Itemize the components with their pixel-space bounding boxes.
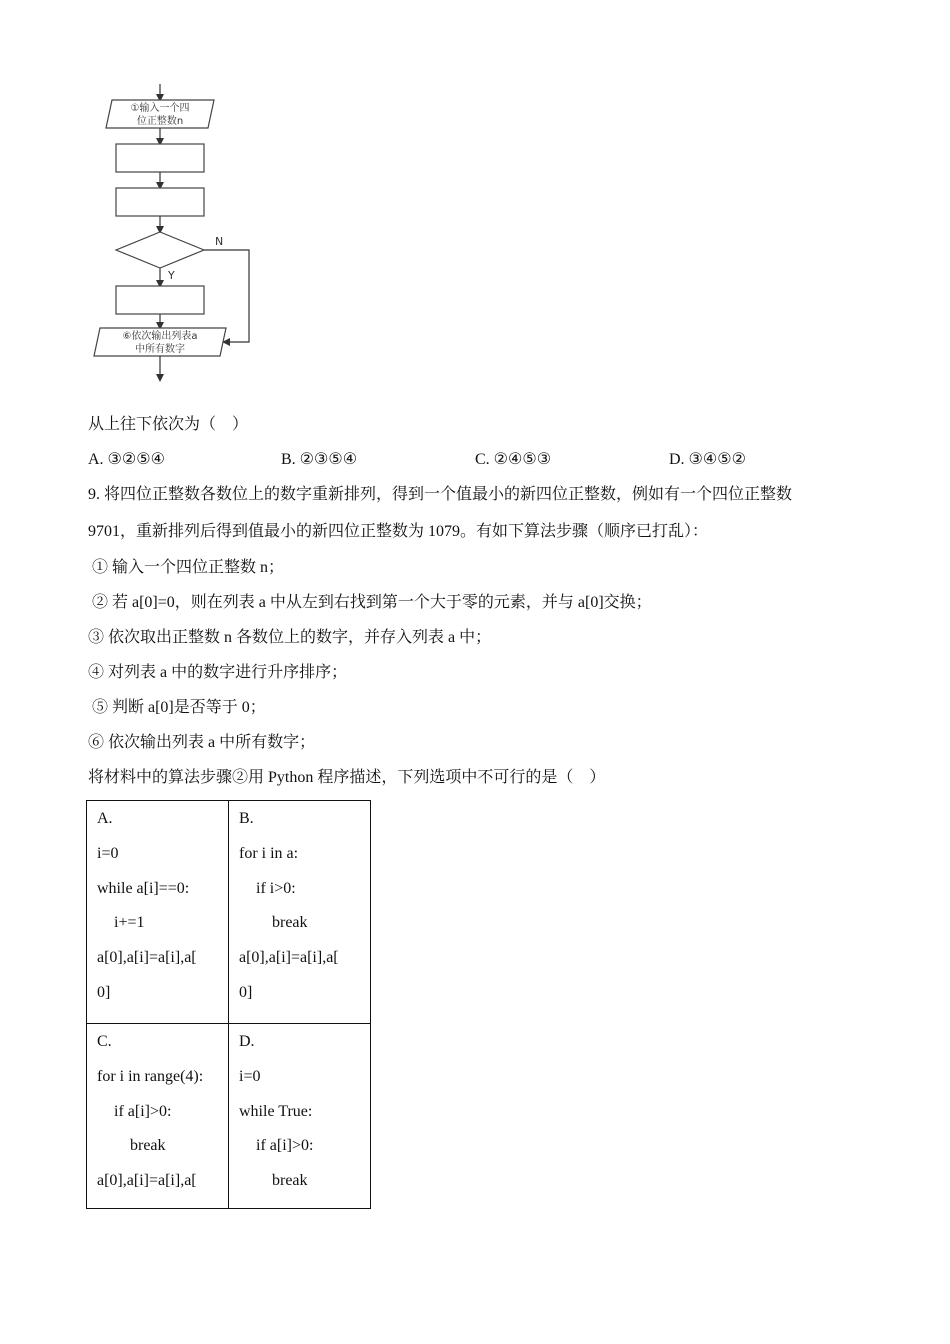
decision-diamond: [116, 232, 204, 268]
choice-b-label: B.: [239, 810, 254, 827]
code-line: a[0],a[i]=a[i],a[: [97, 1172, 197, 1190]
process-box-1: [116, 144, 204, 172]
code-line: while True:: [239, 1102, 313, 1120]
code-line: i+=1: [114, 914, 145, 932]
process-box-2: [116, 188, 204, 216]
yes-label: Y: [168, 269, 175, 282]
choice-d-cell: [229, 1024, 371, 1209]
code-line: if i>0:: [256, 879, 296, 897]
flowchart: [88, 82, 268, 382]
q9-intro-line2: 9701，重新排列后得到值最小的新四位正整数为 1079。有如下算法步骤（顺序已打乱）：: [88, 523, 709, 540]
process-box-3: [116, 286, 204, 314]
code-line: while a[i]==0:: [97, 879, 190, 897]
q9-step-2: ② 若 a[0]=0，则在列表 a 中从左到右找到第一个大于零的元素，并与 a[0]交换；: [88, 594, 652, 611]
code-line: break: [272, 914, 308, 932]
q8-option-a: A. ③②⑤④: [88, 451, 165, 468]
code-line: for i in range(4):: [97, 1067, 204, 1085]
q9-step-5: ⑤ 判断 a[0]是否等于 0；: [88, 699, 266, 716]
q8-option-c: C. ②④⑤③: [475, 451, 552, 468]
code-line: 0]: [97, 983, 111, 1001]
choice-c-cell: [87, 1024, 229, 1209]
output-label-line1: ⑥依次输出列表a: [122, 331, 198, 342]
input-label-line2: 位正整数n: [136, 116, 184, 127]
q8-option-d: D. ③④⑤②: [669, 451, 746, 468]
choice-b-cell: [229, 801, 371, 1024]
q8-prompt: 从上往下依次为（ ）: [88, 416, 249, 433]
code-line: i=0: [239, 1067, 261, 1085]
code-line: i=0: [97, 844, 119, 862]
flowchart-diagram: [88, 82, 268, 382]
q8-option-b: B. ②③⑤④: [281, 451, 358, 468]
q9-step-6: ⑥ 依次输出列表 a 中所有数字；: [88, 734, 316, 751]
code-line: for i in a:: [239, 844, 299, 862]
output-label-line2: 中所有数字: [135, 344, 185, 355]
no-label: N: [215, 235, 224, 248]
choice-a-cell: [87, 801, 229, 1024]
q9-step-3: ③ 依次取出正整数 n 各数位上的数字，并存入列表 a 中；: [88, 629, 492, 646]
input-label-line1: ①输入一个四: [130, 103, 190, 114]
choice-c-label: C.: [97, 1033, 112, 1050]
q9-question: 将材料中的算法步骤②用 Python 程序描述，下列选项中不可行的是（ ）: [88, 769, 606, 786]
code-line: break: [130, 1137, 166, 1155]
code-line: 0]: [239, 983, 253, 1001]
q9-step-1: ① 输入一个四位正整数 n；: [88, 559, 285, 576]
q9-step-4: ④ 对列表 a 中的数字进行升序排序；: [88, 664, 348, 681]
choices-table: [86, 800, 371, 1209]
code-line: break: [272, 1172, 308, 1190]
code-line: a[0],a[i]=a[i],a[: [97, 949, 197, 967]
q9-intro-line1: 9. 将四位正整数各数位上的数字重新排列，得到一个值最小的新四位正整数，例如有一个四位正整数: [88, 486, 793, 503]
choice-d-label: D.: [239, 1033, 255, 1050]
code-line: if a[i]>0:: [114, 1102, 172, 1120]
choice-a-label: A.: [97, 810, 113, 827]
code-line: if a[i]>0:: [256, 1137, 314, 1155]
code-line: a[0],a[i]=a[i],a[: [239, 949, 339, 967]
